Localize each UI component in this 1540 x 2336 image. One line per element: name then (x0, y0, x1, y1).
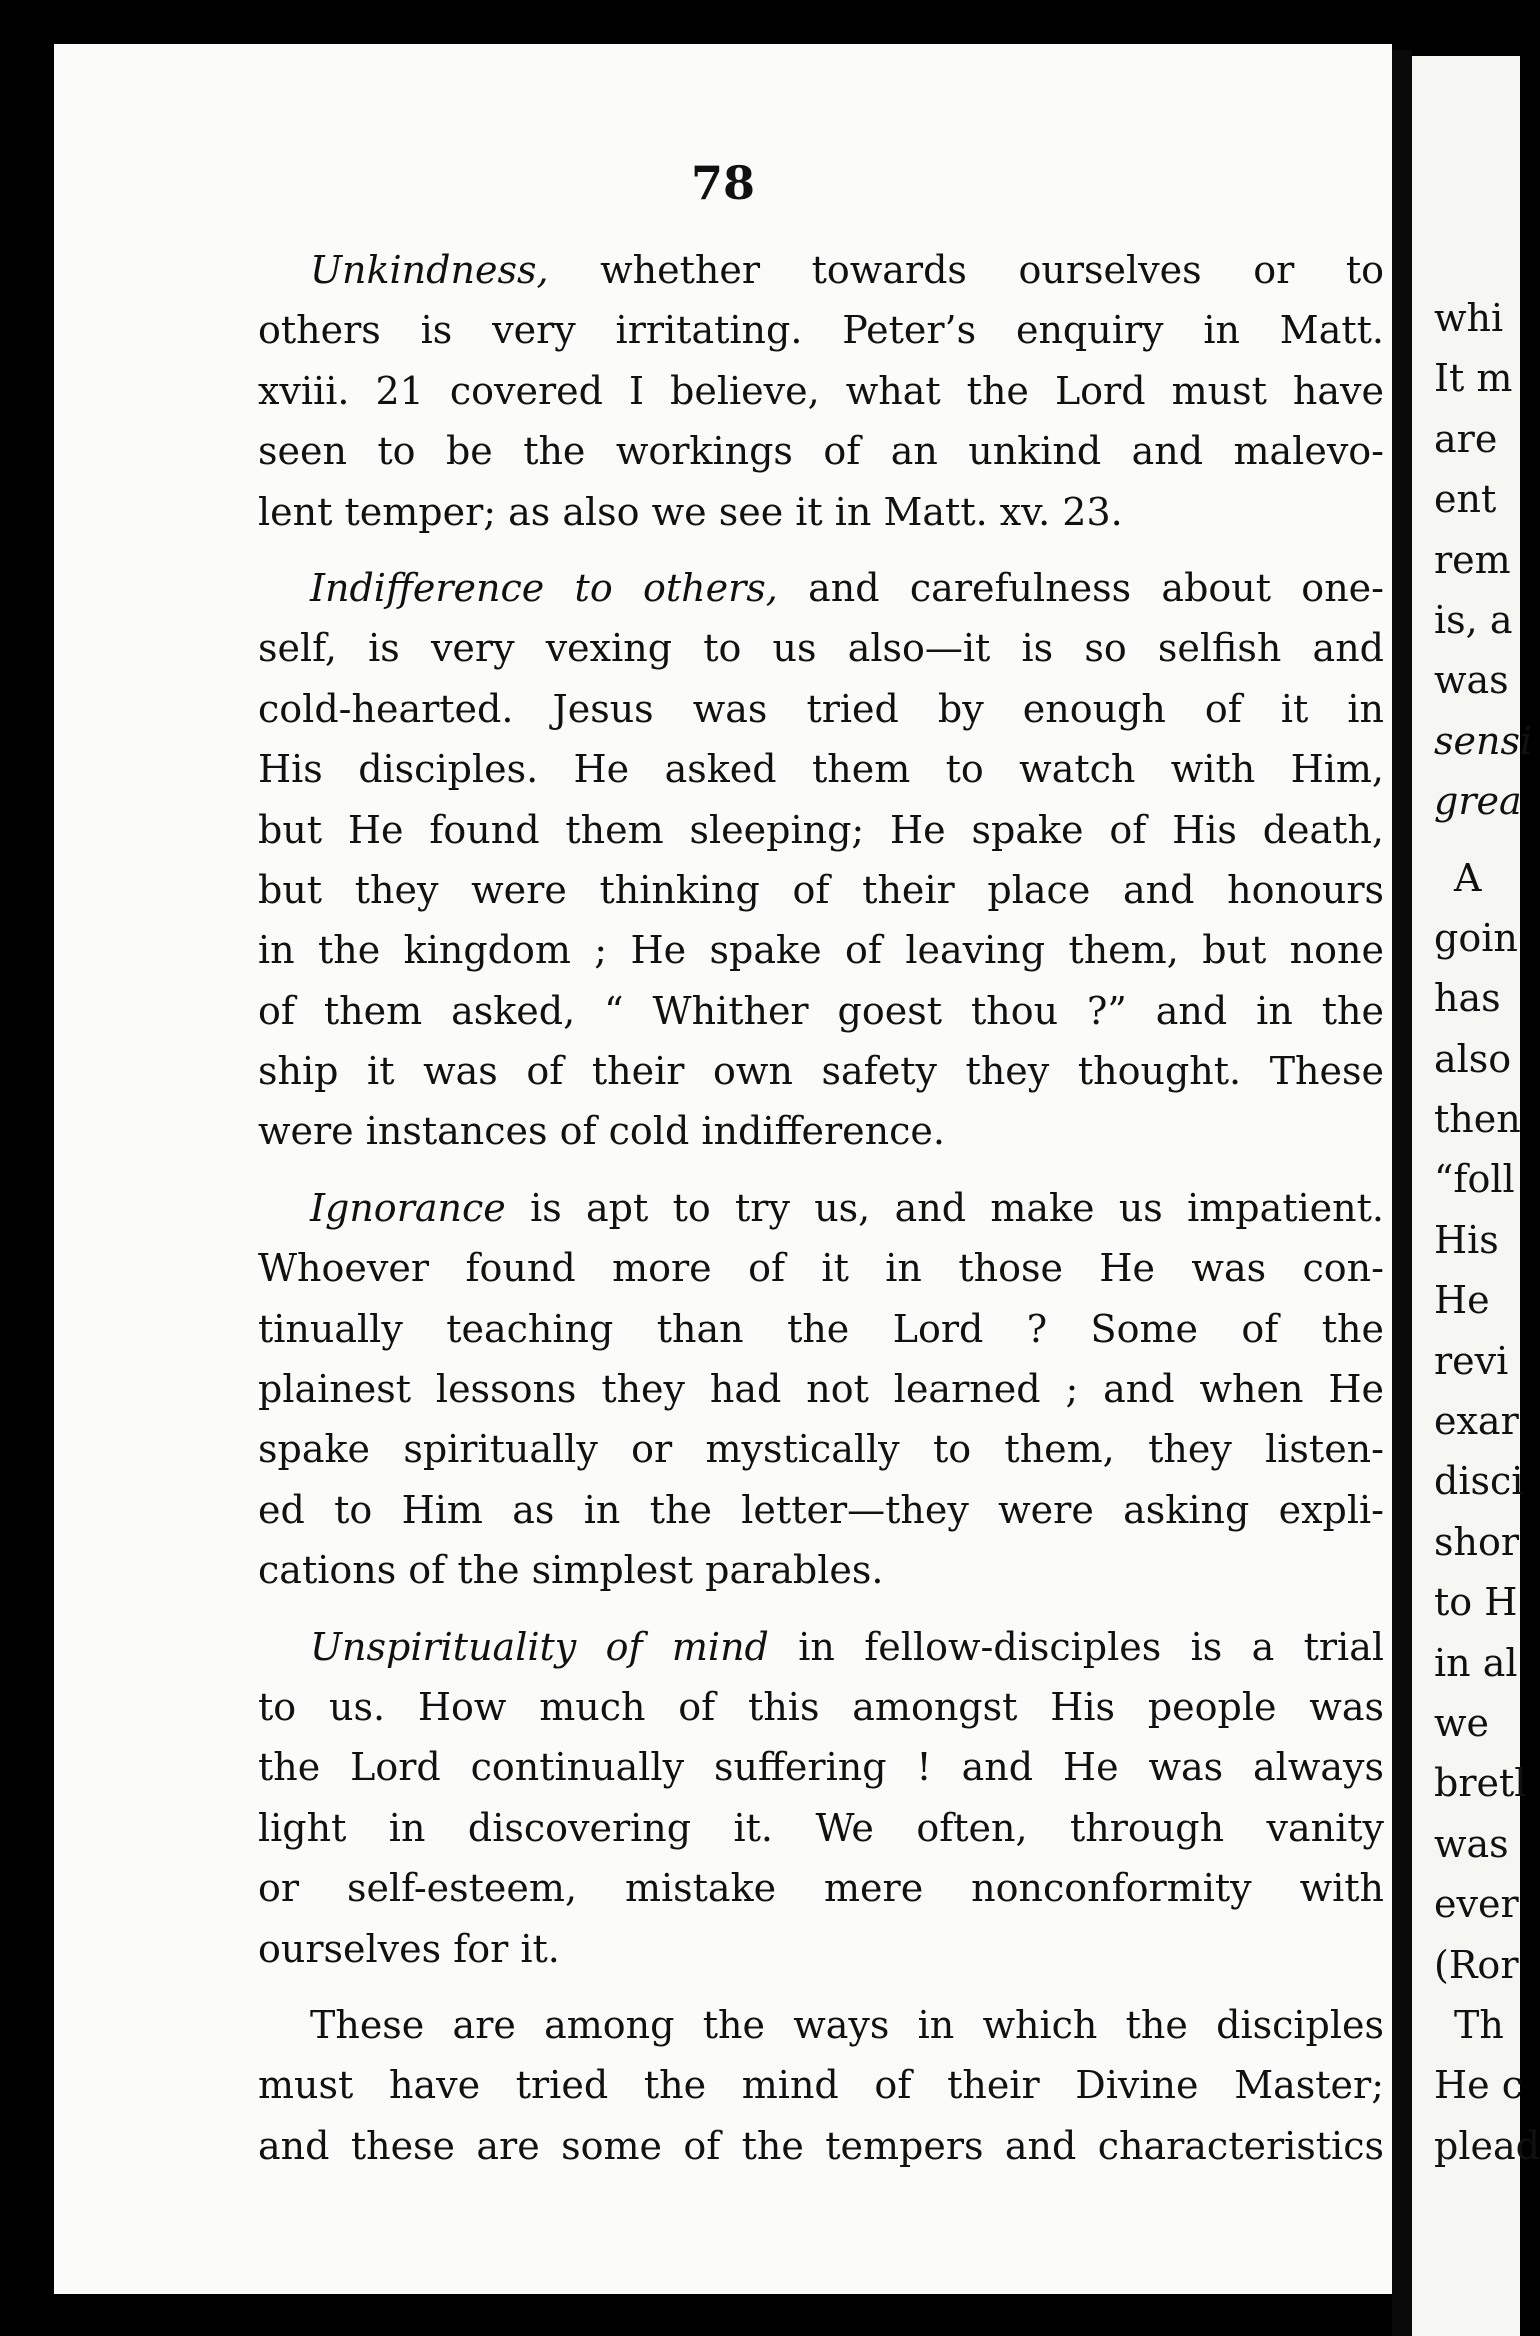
text-line: tinually teaching than the Lord ? Some of the (258, 1306, 1384, 1351)
page-number: 78 (690, 156, 755, 210)
text-line: cations of the simplest parables. (258, 1548, 884, 1593)
text-line: but He found them sleeping; He spake of His death, (258, 807, 1384, 852)
text-line: cold-hearted. Jesus was tried by enough of it in (258, 686, 1384, 731)
text-line: or self-esteem, mistake mere nonconformity with (258, 1866, 1384, 1911)
text-fragment: are (1434, 416, 1498, 461)
text-fragment: we (1434, 1700, 1490, 1745)
text-line: spake spiritually or mystically to them, they listen- (258, 1427, 1384, 1472)
text-fragment: He c (1434, 2063, 1523, 2108)
paragraph-unkindness (258, 240, 1384, 542)
text-line: ship it was of their own safety they thought. These (258, 1049, 1384, 1094)
text-line: were instances of cold indifference. (258, 1109, 945, 1154)
text-line: and these are some of the tempers and characteristics (258, 2123, 1384, 2168)
text-fragment: whi (1434, 296, 1504, 340)
text-line: in the kingdom ; He spake of leaving them, but none (258, 928, 1384, 973)
text-line: the Lord continually suffering ! and He was always (258, 1745, 1384, 1790)
text-fragment: goin (1434, 915, 1518, 960)
text-line: plainest lessons they had not learned ; and when He (258, 1367, 1384, 1412)
book-gutter (1392, 50, 1412, 2336)
text-line: light in discovering it. We often, through vanity (258, 1805, 1384, 1850)
text-fragment: disci (1434, 1459, 1524, 1504)
text-line (258, 558, 1384, 618)
text-line: ed to Him as in the letter—they were asking expli- (258, 1487, 1384, 1532)
text-fragment: “foll (1434, 1157, 1515, 1202)
text-line: ourselves for it. (258, 1926, 560, 1971)
text-fragment: A (1454, 855, 1482, 900)
text-fragment: (Ror (1434, 1942, 1519, 1987)
text-run: is apt to try us, and make us impatient. (505, 1185, 1384, 1230)
text-line: lent temper; as also we see it in Matt. xv. 23. (258, 489, 1123, 534)
text-line: seen to be the workings of an unkind and malevo- (258, 429, 1384, 474)
text-line: Whoever found more of it in those He was con- (258, 1246, 1384, 1291)
text-line: self, is very vexing to us also—it is so selfish and (258, 626, 1384, 671)
paragraph-unspirituality (258, 1617, 1384, 1979)
text-fragment: He (1434, 1278, 1490, 1323)
text-fragment: rem (1434, 537, 1511, 582)
text-fragment: sensi (1434, 718, 1533, 763)
text-line: xviii. 21 covered I believe, what the Lord must have (258, 368, 1384, 413)
text-fragment: grea (1434, 779, 1522, 824)
text-fragment: exar (1434, 1399, 1519, 1444)
text-fragment: also (1434, 1036, 1512, 1081)
text-fragment: His (1434, 1217, 1499, 1262)
text-fragment: to H (1434, 1580, 1518, 1625)
text-line: must have tried the mind of their Divine Master; (258, 2063, 1384, 2108)
text-fragment: Th (1454, 2002, 1504, 2047)
text-fragment: bretl (1434, 1761, 1527, 1806)
text-line: but they were thinking of their place and honours (258, 867, 1384, 912)
text-line: These are among the ways in which the disciples (310, 2002, 1384, 2047)
text-run: in fellow-disciples is a trial (768, 1624, 1385, 1669)
paragraph-ignorance (258, 1178, 1384, 1601)
text-run: and carefulness about one- (777, 565, 1384, 610)
text-line: others is very irritating. Peter’s enquiry in Matt. (258, 308, 1384, 353)
body-text (258, 240, 1384, 2192)
text-line: to us. How much of this amongst His people was (258, 1684, 1384, 1729)
text-fragment: ever (1434, 1882, 1519, 1927)
right-page-edge (1412, 56, 1540, 2336)
text-fragment: plead (1434, 2123, 1540, 2168)
text-line (258, 1178, 1384, 1238)
text-fragment: was (1434, 658, 1509, 703)
left-page (54, 44, 1392, 2294)
paragraph-lead: Unspirituality of mind (310, 1624, 769, 1669)
facing-page-text (1434, 288, 1540, 2176)
text-line: of them asked, “ Whither goest thou ?” and in the (258, 988, 1384, 1033)
paragraph-indifference (258, 558, 1384, 1162)
text-fragment: was (1434, 1821, 1509, 1866)
text-line: His disciples. He asked them to watch with Him, (258, 747, 1384, 792)
text-fragment: shor (1434, 1519, 1520, 1564)
paragraph-conclusion (258, 1995, 1384, 2176)
text-fragment: revi (1434, 1338, 1509, 1383)
text-line (258, 1617, 1384, 1677)
paragraph-lead: Ignorance (310, 1185, 506, 1230)
text-fragment: is, a (1434, 597, 1513, 642)
paragraph-lead: Indifference to others, (310, 565, 778, 610)
text-fragment: has (1434, 976, 1501, 1021)
text-fragment: It m (1434, 356, 1513, 401)
text-fragment: ent (1434, 477, 1497, 522)
text-fragment: then (1434, 1097, 1521, 1142)
paragraph-lead: Unkindness, (310, 248, 549, 292)
text-run: whether towards ourselves or to (548, 248, 1384, 292)
text-line (258, 240, 1384, 300)
text-fragment: in al (1434, 1640, 1518, 1685)
